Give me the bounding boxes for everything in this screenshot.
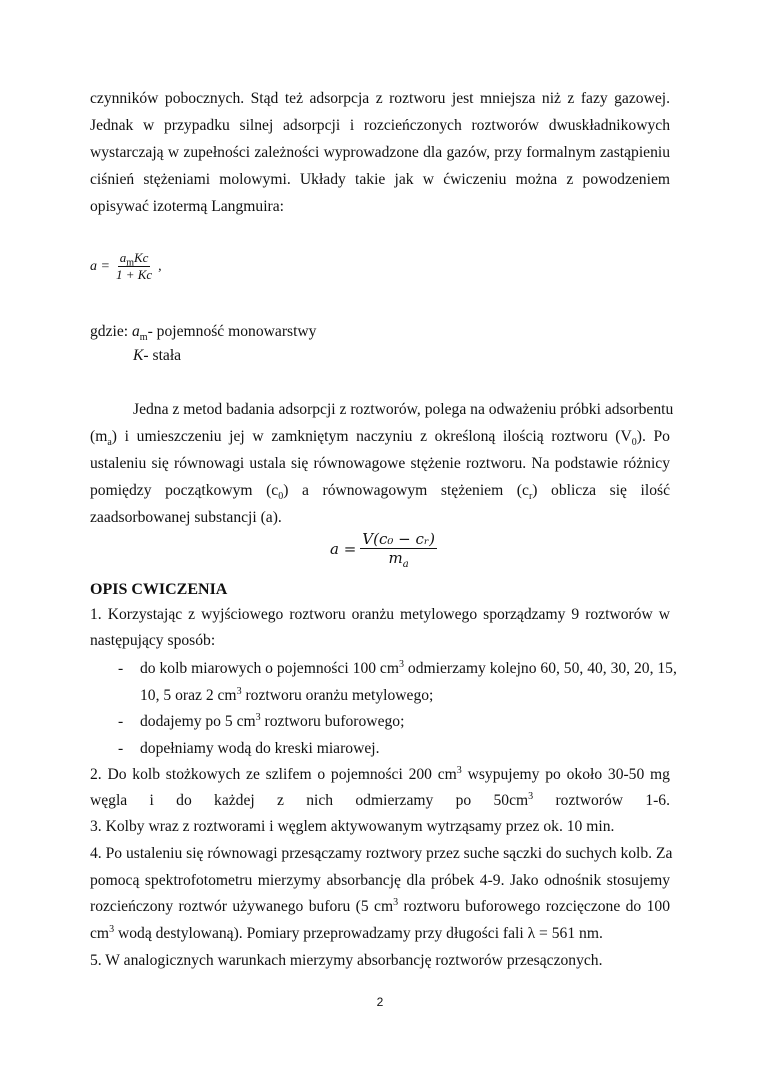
- text-span: ) a równowagowym stężeniem (c: [283, 482, 529, 499]
- am-desc: - pojemność monowarstwy: [147, 323, 317, 340]
- symbol-sub: m: [139, 332, 148, 344]
- k-desc: - stała: [143, 347, 182, 364]
- text-span: 2. Do kolb stożkowych ze szlifem o pojemności 200 cm: [90, 766, 457, 783]
- where-prefix: gdzie:: [90, 323, 132, 340]
- text-span: 10, 5 oraz 2 cm: [140, 687, 237, 704]
- bullet-dash: -: [118, 660, 124, 677]
- text-span: 3: [399, 658, 404, 670]
- text-span: 0: [631, 437, 637, 449]
- text-span: węgla i do każdej z nich odmierzamy po 50cm: [90, 792, 529, 809]
- text-span: wsypujemy po około 30-50 mg: [461, 766, 670, 783]
- text-span: wodą destylowaną). Pomiary przeprowadzamy przy długości fali λ = 561 nm.: [114, 925, 603, 942]
- text-span: dodajemy po 5 cm: [140, 713, 256, 730]
- numerator: V(c₀ − cᵣ): [362, 530, 435, 548]
- symbol-am: a: [132, 323, 140, 340]
- numerator: [118, 250, 151, 267]
- denominator: [387, 549, 411, 570]
- text-line: [90, 482, 671, 503]
- text-line: zaadsorbowanej substancji (a).: [90, 509, 282, 526]
- text-line: czynników pobocznych. Stąd też adsorpcja z roztworu jest mniejsza niż z fazy gazowej.: [90, 90, 670, 107]
- formula-fraction: [114, 250, 154, 283]
- den-sub: a: [402, 559, 409, 570]
- text-line: [90, 792, 670, 810]
- symbol-k: K: [133, 347, 144, 364]
- text-line: opisywać izotermą Langmuira:: [90, 198, 284, 215]
- bullet-dash: -: [118, 740, 124, 757]
- text-span: 0: [278, 491, 284, 503]
- text-span: r: [528, 491, 533, 503]
- text-span: (m: [90, 428, 108, 445]
- comma: ,: [158, 258, 162, 274]
- text-line: 3. Kolby wraz z roztworami i węglem aktywowanym wytrząsamy przez ok. 10 min.: [90, 818, 615, 835]
- text-span: roztworu oranżu metylowego;: [241, 687, 434, 704]
- text-span: 3: [109, 923, 115, 935]
- text-line: następujący sposób:: [90, 632, 216, 649]
- text-span: 3: [456, 764, 462, 776]
- text-line: wystarczają w zupełności zależności wyprowadzone dla gazów, przy formalnym zastąpieniu: [90, 144, 670, 161]
- text-line: 1. Korzystając z wyjściowego roztworu oranżu metylowego sporządzamy 9 roztworów w: [90, 606, 670, 623]
- text-span: rozcieńczony roztwór używanego buforu (5 cm: [90, 898, 394, 915]
- text-line: [90, 766, 670, 784]
- text-line: 4. Po ustaleniu się równowagi przesączamy roztwory przez suche sączki do suchych kolb. Za: [90, 845, 673, 862]
- text-span: roztworu buforowego;: [260, 713, 405, 730]
- list-item: dopełniamy wodą do kreski miarowej.: [140, 740, 380, 757]
- text-span: roztworów 1-6.: [533, 792, 671, 809]
- formula-fraction: [360, 530, 437, 570]
- text-span: cm: [90, 925, 110, 942]
- text-span: ) oblicza się ilość: [532, 482, 671, 499]
- where-line: [90, 323, 670, 344]
- text-span: 3: [528, 790, 534, 802]
- text-span: 3: [236, 685, 242, 697]
- denominator: 1 + Kc: [115, 267, 153, 282]
- text-span: do kolb miarowych o pojemności 100 cm: [140, 660, 399, 677]
- num-a: a: [119, 250, 127, 265]
- text-line: [90, 428, 670, 449]
- num-rest: Kc: [133, 250, 149, 265]
- section-heading: OPIS CWICZENIA: [90, 581, 228, 598]
- text-line: [90, 898, 670, 916]
- list-item: [140, 660, 677, 678]
- text-line: Jedna z metod badania adsorpcji z roztworów, polega na odważeniu próbki adsorbentu: [133, 401, 674, 418]
- text-line: ustaleniu się równowagi ustala się równowagowe stężenie roztworu. Na podstawie różnicy: [90, 455, 670, 472]
- formula-lhs: a =: [90, 258, 110, 274]
- text-span: a: [107, 437, 112, 449]
- text-line: 5. W analogicznych warunkach mierzymy absorbancję roztworów przesączonych.: [90, 952, 603, 969]
- num-sub: m: [126, 257, 134, 269]
- list-item: [140, 713, 670, 731]
- text-span: ). Po: [636, 428, 670, 445]
- text-span: pomiędzy początkowym (c: [90, 482, 279, 499]
- adsorption-formula: [330, 530, 437, 570]
- text-span: roztworu buforowego rozcięczone do 100: [398, 898, 670, 915]
- text-span: odmierzamy kolejno 60, 50, 40, 30, 20, 15,: [404, 660, 677, 677]
- list-item: [140, 687, 670, 705]
- page-number: 2: [376, 995, 384, 1009]
- formula-lhs: a =: [330, 539, 357, 558]
- text-span: 3: [393, 896, 399, 908]
- text-line: pomocą spektrofotometru mierzymy absorbancję dla próbek 4-9. Jako odnośnik stosujemy: [90, 872, 670, 889]
- where-line: [133, 347, 670, 365]
- text-span: 3: [255, 711, 261, 723]
- den-m: m: [388, 549, 403, 567]
- bullet-dash: -: [118, 713, 124, 730]
- langmuir-formula: [90, 250, 162, 283]
- text-line: [90, 925, 670, 943]
- text-span: ) i umieszczeniu jej w zamkniętym naczyniu z określoną ilością roztworu (V: [111, 428, 632, 445]
- text-line: ciśnień stężeniami molowymi. Układy takie jak w ćwiczeniu można z powodzeniem: [90, 171, 670, 188]
- text-line: Jednak w przypadku silnej adsorpcji i rozcieńczonych roztworów dwuskładnikowych: [90, 117, 670, 134]
